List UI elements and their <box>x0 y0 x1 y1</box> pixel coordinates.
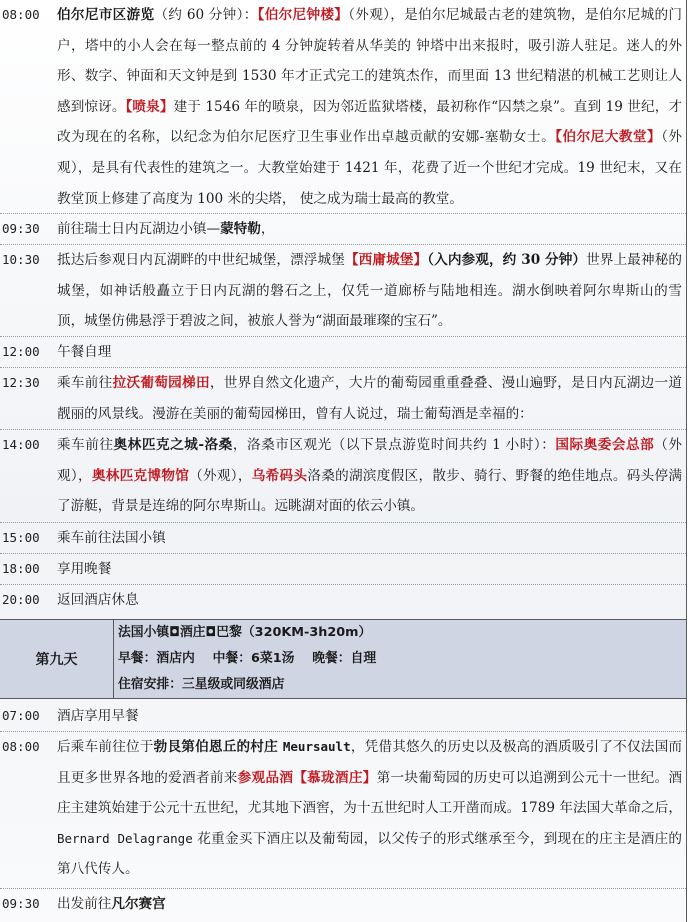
day-label: 第九天 <box>0 620 114 698</box>
activity-text-segment: （约 60 分钟）： <box>154 7 258 23</box>
schedule-row <box>0 430 686 523</box>
time-label: 14:00 <box>2 437 40 452</box>
time-label: 12:30 <box>2 375 40 390</box>
schedule-row <box>0 554 686 585</box>
activity-text-segment: Bernard Delagrange <box>57 830 193 846</box>
time-label: 08:00 <box>2 739 40 754</box>
activity-text-segment: 【伯尔尼大教堂】 <box>555 129 662 146</box>
time-label: 15:00 <box>2 530 40 545</box>
activity-text-segment: ， <box>260 221 275 237</box>
activity-description <box>57 554 682 585</box>
activity-description <box>57 0 682 214</box>
activity-description <box>57 245 682 337</box>
activity-description <box>57 523 682 554</box>
schedule-row <box>0 368 686 430</box>
activity-text-segment: （入内参观，约 30 分钟） <box>427 252 587 268</box>
schedule-row <box>0 337 686 368</box>
activity-text-segment: 酒店享用早餐 <box>57 708 139 724</box>
activity-text-segment: 抵达后参观日内瓦湖畔的中世纪城堡，漂浮城堡 <box>57 252 345 268</box>
activity-text-segment: 前往瑞士日内瓦湖边小镇— <box>57 221 221 237</box>
activity-text-segment: 【慕珑酒庄】 <box>293 769 377 786</box>
activity-text-segment: 第一块葡萄园的历史可以追溯到公元十一世纪。酒庄主建筑始建于公元十五世纪，尤其地下酒窖，为十五世纪时人工开凿而成。1789 年法国大革命之后， <box>57 769 683 817</box>
activity-description <box>57 889 682 920</box>
activity-text-segment: （外观）， <box>189 467 252 484</box>
activity-text-segment: 【西庸城堡】 <box>344 252 428 268</box>
schedule-row <box>0 214 686 245</box>
day-route: 法国小镇◘酒庄◘巴黎（320KM-3h20m） <box>118 625 372 640</box>
activity-text-segment: 蒙特勒 <box>220 221 261 237</box>
day-details <box>118 620 682 698</box>
activity-text-segment: 参观品酒 <box>237 769 294 786</box>
activity-text-segment: 凡尔赛宫 <box>111 896 166 912</box>
activity-text-segment: 后乘车前往位于 <box>57 739 154 755</box>
time-label: 07:00 <box>2 708 40 723</box>
activity-text-segment: 洛桑的湖滨度假区，散步、骑行、野餐的绝佳地点。码头停满了游艇，背景是连绵的阿尔卑斯山。远眺湖对面的依云小镇。 <box>57 467 683 515</box>
activity-text-segment: （外观），是伯尔尼城最古老的建筑物，是伯尔尼城的门户，塔中的小人会在每一整点前的 4 分钟旋转着从华美的 钟塔中出来报时，吸引游人驻足。迷人的外形、数字、钟面和天文钟是到 1530 年才正式完工的建筑杰作，而里面 13 世纪精湛的机械工艺则让人感到惊讶。 <box>57 7 683 115</box>
activity-text-segment: 乘车前往 <box>57 375 113 391</box>
time-label: 09:30 <box>2 221 40 236</box>
schedule-row <box>0 523 686 554</box>
activity-description <box>57 337 682 368</box>
activity-text-segment: 【喷泉】 <box>125 98 174 115</box>
activity-text-segment: 建于 1546 年的喷泉，因为邻近监狱塔楼，最初称作“囚禁之泉”。直到 19 世纪，才改为现在的名称，以纪念为伯尔尼医疗卫生事业作出卓越贡献的安娜-塞勒女士。 <box>57 98 683 146</box>
activity-text-segment: 奥林匹克博物馆 <box>91 467 190 484</box>
activity-description <box>57 368 682 429</box>
activity-text-segment: 乘车前往 <box>57 437 114 453</box>
activity-text-segment: 花重金买下酒庄以及葡萄园，以父传子的形式继承至今，到现在的庄主是酒庄的第八代传人。 <box>57 830 682 878</box>
activity-text-segment: 返回酒店休息 <box>57 592 139 608</box>
activity-text-segment: 国际奥委会总部 <box>555 437 655 453</box>
activity-text-segment: （外观），是具有代表性的建筑之一。大教堂始建于 1421 年，花费了近一个世纪才完成。19 世纪末，又在教堂顶上修建了高度为 100 米的尖塔， 使之成为瑞士最高的教堂。 <box>57 129 683 207</box>
day-hotel: 住宿安排：三星级或同级酒店 <box>118 677 285 692</box>
activity-description <box>57 585 682 616</box>
time-label: 20:00 <box>2 592 40 607</box>
activity-text-segment: 拉沃葡萄园梯田 <box>112 375 210 391</box>
schedule-row <box>0 585 686 619</box>
activity-text-segment: 乘车前往法国小镇 <box>57 530 166 546</box>
time-label: 12:00 <box>2 344 40 359</box>
activity-description <box>57 732 682 885</box>
activity-text-segment: 出发前往 <box>57 896 112 912</box>
schedule-row <box>0 889 686 922</box>
activity-text-segment: 世界上最神秘的城堡，如神话般矗立于日内瓦湖的磐石之上，仅凭一道廊桥与陆地相连。湖水倒映着阿尔卑斯山的雪顶，城堡仿佛悬浮于碧波之间，被旅人誉为“湖面最璀璨的宝石”。 <box>57 252 683 330</box>
activity-text-segment: 伯尔尼市区游览 <box>57 7 155 23</box>
activity-text-segment: ，世界自然文化遗产，大片的葡萄园重重叠叠、漫山遍野，是日内瓦湖边一道靓丽的风景线。漫游在美丽的葡萄园梯田，曾有人说过，瑞士葡萄酒是幸福的： <box>57 375 683 422</box>
activity-text-segment: 享用晚餐 <box>57 561 112 577</box>
activity-text-segment: ，凭借其悠久的历史以及极高的酒质吸引了不仅法国而且更多世界各地的爱酒者前来 <box>57 739 682 786</box>
activity-text-segment: 乌希码头 <box>251 467 308 484</box>
day-meals: 早餐：酒店内 中餐：6菜1汤 晚餐：自理 <box>118 651 377 666</box>
activity-text-segment: 午餐自理 <box>57 344 112 360</box>
time-label: 08:00 <box>2 7 40 22</box>
activity-text-segment: 勃艮第伯恩丘的村庄 <box>153 739 283 755</box>
schedule-row <box>0 245 686 337</box>
schedule-row <box>0 701 686 732</box>
day-header <box>0 619 686 699</box>
activity-text-segment: 奥林匹克之城-洛桑 <box>113 437 233 453</box>
activity-text-segment: 【伯尔尼钟楼】 <box>257 7 349 23</box>
time-label: 09:30 <box>2 896 40 911</box>
schedule-row <box>0 0 686 214</box>
time-label: 10:30 <box>2 252 40 267</box>
activity-description <box>57 430 682 522</box>
activity-description <box>57 701 682 732</box>
schedule-row <box>0 732 686 889</box>
activity-text-segment: ，洛桑市区观光（以下景点游览时间共约 1 小时）： <box>232 437 556 453</box>
activity-text-segment: Meursault <box>282 739 351 754</box>
activity-description <box>57 214 682 245</box>
activity-text-segment: （外观）， <box>57 437 683 484</box>
time-label: 18:00 <box>2 561 40 576</box>
